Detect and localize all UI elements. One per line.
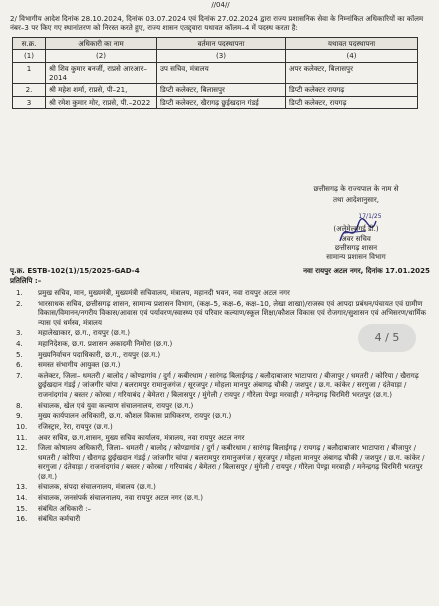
list-item — [10, 288, 434, 297]
table-cell: डिप्टी कलेक्टर, बिलासपुर — [157, 84, 286, 96]
list-item — [10, 299, 434, 327]
list-item — [10, 371, 434, 399]
list-item-number: 8. — [16, 400, 23, 410]
list-item-number: 13. — [16, 482, 28, 492]
list-item — [10, 401, 434, 410]
list-item-text: भारसाधक सचिव, छत्तीसगढ़ शासन, सामान्य प्रशासन विभाग, (कक्ष–5, कक्ष–6, कक्ष–10, लेखा शाखा)/राजस्व एवं आपदा प्रबंधन/पंचायत एवं ग्रामीण विकास/विमानन/नगरीय विकास/आवास एवं पर्यावरण/स्वास्थ्य एवं परिवार कल्याण/स्कूल शिक्षा/कौशल विकास एवं रोजगार/सुशासन एवं अभिसरण/धार्मिक न्यास एवं धर्मस्व, मंत्रालय — [38, 298, 427, 327]
list-item-text: संचालक, खेल एवं युवा कल्याण संचालनालय, रायपुर (छ.ग.) — [38, 400, 194, 410]
list-item-number: 7. — [16, 371, 23, 381]
list-item — [10, 493, 434, 502]
table-cell: (3) — [157, 50, 286, 62]
table-header: अधिकारी का नाम — [46, 37, 157, 49]
list-item-number: 3. — [16, 328, 23, 338]
list-item — [10, 422, 434, 431]
signature-date: 17/1/25 — [358, 213, 382, 220]
list-item-text: संचालक, जनसंपर्क संचालनालय, नवा रायपुर अटल नगर (छ.ग.) — [38, 492, 203, 502]
list-item-number: 14. — [16, 492, 28, 502]
order-paragraph: 2/ विभागीय आदेश दिनांक 28.10.2024, दिनांक 03.07.2024 एवं दिनांक 27.02.2024 द्वारा राज्य प्रशासनिक सेवा के निम्नांकित अधिकारियों का कॉलम नंबर–3 पर किए गए स्थानांतरण को निरस्त करते हुए, राज्य शासन एतद्द्वारा यथावत कॉलम–4 में पदस्थ करता है: — [10, 14, 424, 33]
reference-number: पृ.क्र. ESTB-102(1)/15/2025-GAD-4 — [10, 266, 140, 275]
list-item-number: 4. — [16, 338, 23, 348]
list-item-text: अवर सचिव, छ.ग.शासन, मुख्य सचिव कार्यालय, मंत्रालय, नवा रायपुर अटल नगर — [38, 432, 245, 442]
list-item-text: समस्त संभागीय आयुक्त (छ.ग.) — [38, 360, 121, 370]
list-item-number: 15. — [16, 503, 28, 513]
table-cell: उप सचिव, मंत्रालय — [157, 62, 286, 84]
table-cell: (2) — [46, 50, 157, 62]
list-item-number: 12. — [16, 443, 28, 453]
list-item-text: जिला कोषालय अधिकारी, जिला– धमतरी / बालोद / कोण्डागांव / दुर्ग / कबीरधाम / सारंगढ़ बिलाईगढ़ / रायगढ़ / बलौदाबाजार भाटापारा / बीजापुर / धमतरी / कोरिया / खैरागढ़ छुईखदान गंडई / जांजगीर चांपा / बलरामपुर रामानुजगंज / सूरजपुर / मोहला मानपुर अंबागढ़ चौकी / जशपुर / छ.ग. कांकेर / सरगुजा / दंतेवाड़ा / राजनांदगांव / बस्तर / कोरबा / गरियाबंद / बेमेतरा / बिलासपुर / मुंगेली / रायपुर / गौरेला पेण्ड्रा मरवाही / मनेन्द्रगढ़ चिरमिरी भरतपुर (छ.ग.) — [38, 443, 425, 481]
table-cell: श्री शिव कुमार बनर्जी, राप्रसे आरआर–2014 — [46, 62, 157, 84]
list-item-text: कलेक्टर, जिला– धमतरी / बालोद / कोण्डागांव / दुर्ग / कबीरधाम / सारंगढ़ बिलाईगढ़ / बलौदाबाजार भाटापारा / बीजापुर / धमतरी / कोरिया / खैरागढ़ छुईखदान गंडई / जांजगीर चांपा / बलरामपुर रामानुजगंज / सूरजपुर / मोहला मानपुर अंबागढ़ चौकी / जशपुर / छ.ग. कांकेर / सरगुजा / दंतेवाड़ा / राजनांदगांव / बस्तर / कोरबा / गरियाबंद / बेमेतरा / बिलासपुर / मुंगेली / रायपुर / गौरेला पेण्ड्रा मरवाही / मनेन्द्रगढ़ चिरमिरी भरतपुर (छ.ग.) — [38, 371, 419, 399]
list-item-number: 16. — [16, 514, 28, 524]
list-item-number: 6. — [16, 360, 23, 370]
table-cell: डिप्टी कलेक्टर, रायगढ़ — [286, 96, 418, 108]
list-item-text: संबंधित कर्मचारी — [38, 514, 81, 524]
list-item — [10, 443, 434, 481]
table-cell: 3 — [13, 96, 46, 108]
table-row — [13, 96, 418, 108]
table-cell: (4) — [286, 50, 418, 62]
list-item — [10, 482, 434, 491]
table-cell: श्री महेश शर्मा, राप्रसे, पी–21, — [46, 84, 157, 96]
list-item-text: संबंधित अधिकारी :– — [38, 503, 92, 513]
list-item-text: महालेखाकार, छ.ग., रायपुर (छ.ग.) — [38, 328, 131, 338]
signature-line-1: छत्तीसगढ़ के राज्यपाल के नाम से — [313, 184, 399, 193]
list-item-number: 1. — [16, 288, 23, 297]
list-item-number: 2. — [16, 298, 23, 308]
table-header: वर्तमान पदस्थापना — [157, 37, 286, 49]
page-indicator[interactable]: 4 / 5 — [358, 324, 416, 352]
table-cell: 2. — [13, 84, 46, 96]
copy-to-label: प्रतिलिपि :– — [10, 276, 42, 285]
list-item-text: प्रमुख सचिव, मान, मुख्यमंत्री, मुख्यमंत्री सचिवालय, मंत्रालय, महानदी भवन, नवा रायपुर अटल नगर — [38, 288, 290, 297]
table-cell: अपर कलेक्टर, बिलासपुर — [286, 62, 418, 84]
table-row — [13, 62, 418, 84]
table-index-row — [13, 50, 418, 62]
signatory-dept: सामान्य प्रशासन विभाग — [326, 252, 386, 261]
list-item — [10, 411, 434, 420]
signatory-name: (अलेमेल्मंगई डी.) — [333, 224, 379, 233]
list-item — [10, 504, 434, 513]
signatory-title: अवर सचिव — [341, 234, 371, 243]
table-cell: (1) — [13, 50, 46, 62]
table-header: स.क्र. — [13, 37, 46, 49]
list-item — [10, 514, 434, 523]
list-item-text: संचालक, संपदा संचालनालय, मंत्रालय (छ.ग.) — [38, 482, 156, 492]
list-item-number: 5. — [16, 349, 23, 359]
table-cell: डिप्टी कलेक्टर रायगढ़ — [286, 84, 418, 96]
table-cell: डिप्टी कलेक्टर, खैरागढ़ छुईखदान गंडई — [157, 96, 286, 108]
signature-line-2: तथा आदेशानुसार, — [332, 195, 380, 204]
table-cell: श्री रमेश कुमार मोर, राप्रसे, पी.–2022 — [46, 96, 157, 108]
signatory-govt: छत्तीसगढ़ शासन — [334, 243, 378, 252]
list-item-number: 11. — [16, 432, 28, 442]
place-date: नवा रायपुर अटल नगर, दिनांक 17.01.2025 — [303, 266, 430, 275]
list-item-number: 10. — [16, 421, 28, 431]
list-item-text: रजिस्ट्रार, रेरा, रायपुर (छ.ग.) — [38, 421, 113, 431]
table-row — [13, 84, 418, 96]
page-number: //04// — [211, 1, 230, 9]
table-cell: 1 — [13, 62, 46, 84]
list-item-text: महानिदेशक, छ.ग. प्रशासन अकादमी निमोरा (छ.ग.) — [38, 338, 173, 348]
table-header-row — [13, 37, 418, 49]
transfer-table — [12, 37, 418, 109]
list-item — [10, 360, 434, 369]
table-header: यथावत पदस्थापना — [286, 37, 418, 49]
list-item-text: मुख्य कार्यपालन अधिकारी, छ.ग. कौशल विकास प्राधिकरण, रायपुर (छ.ग.) — [38, 411, 232, 421]
list-item — [10, 433, 434, 442]
list-item-text: मुख्यनिर्वाचन पदाधिकारी, छ.ग., रायपुर (छ.ग.) — [38, 349, 161, 359]
list-item-number: 9. — [16, 411, 23, 421]
